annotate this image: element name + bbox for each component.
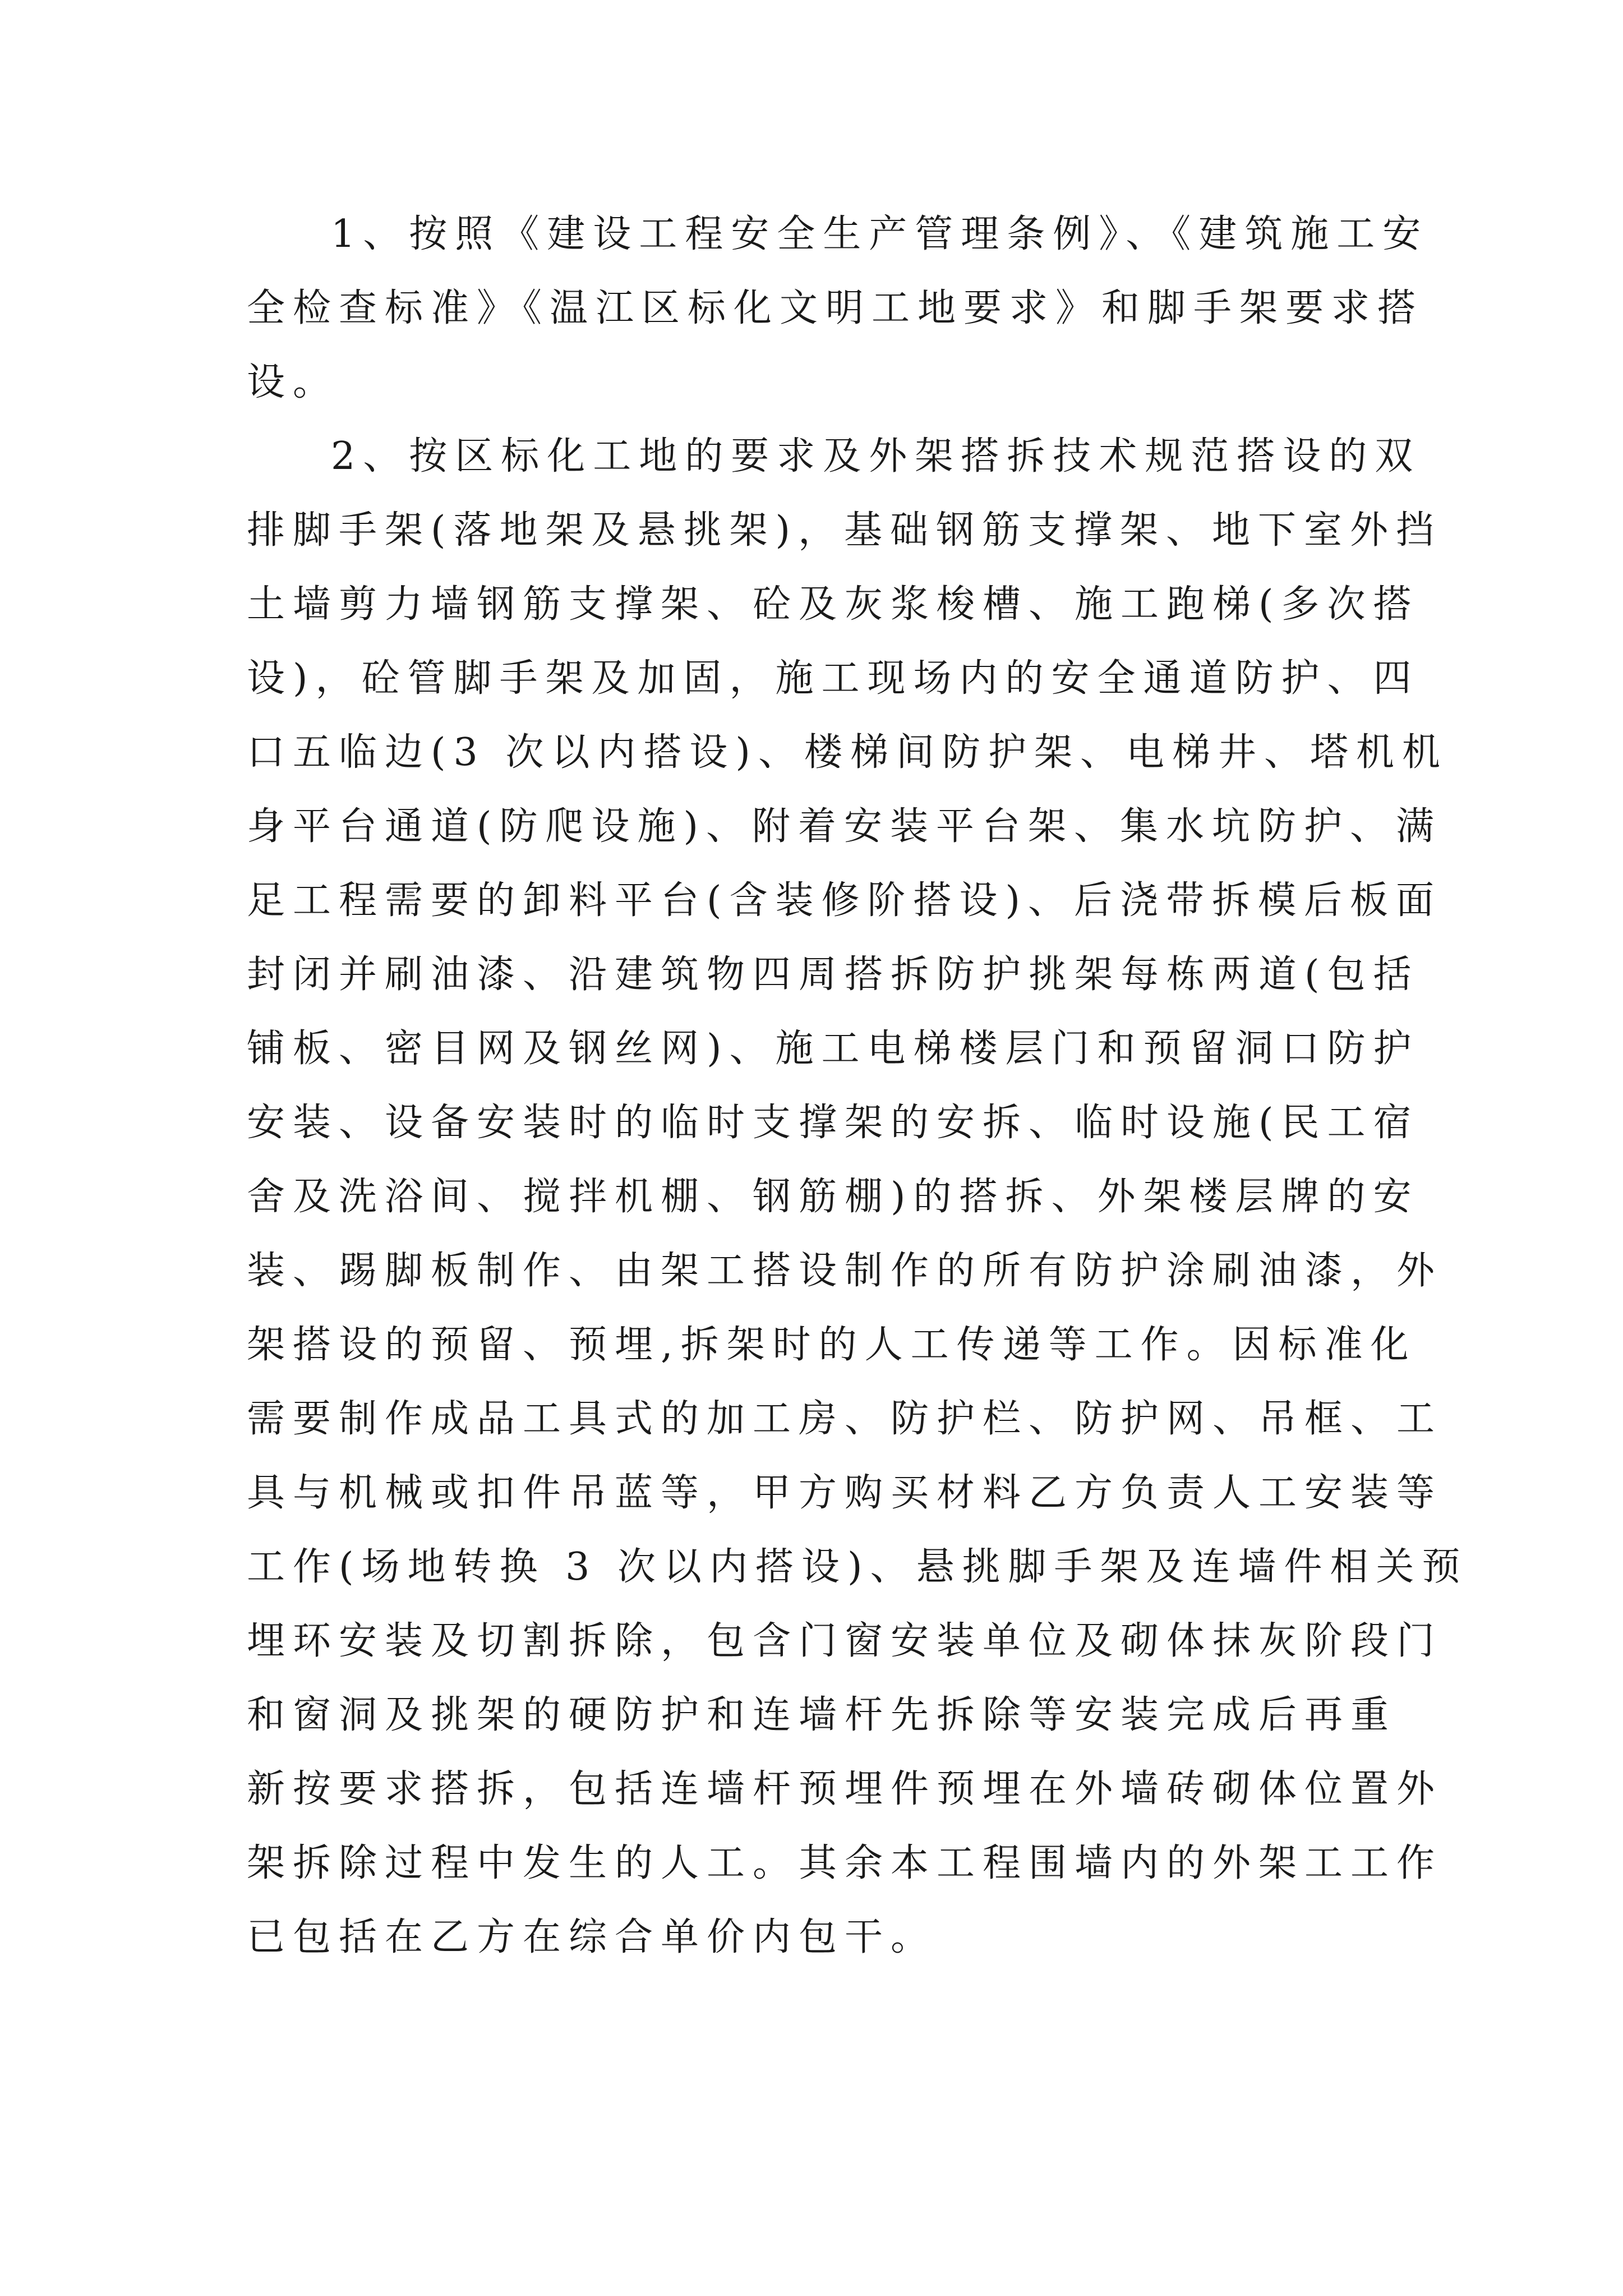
- paragraph-line: 新按要求搭拆，包括连墙杆预埋件预埋在外墙砖砌体位置外: [247, 1767, 1443, 1811]
- paragraph-line: 封闭并刷油漆、沿建筑物四周搭拆防护挑架每栋两道(包括: [247, 953, 1419, 997]
- paragraph-line: 架搭设的预留、预埋,拆架时的人工传递等工作。因标准化: [247, 1323, 1417, 1367]
- paragraph-line: 架拆除过程中发生的人工。其余本工程围墙内的外架工工作: [247, 1841, 1443, 1885]
- paragraph-line: 需要制作成品工具式的加工房、防护栏、防护网、吊框、工: [247, 1397, 1443, 1441]
- paragraph-line: 铺板、密目网及钢丝网)、施工电梯楼层门和预留洞口防护: [247, 1027, 1419, 1071]
- paragraph-line: 已包括在乙方在综合单价内包干。: [247, 1915, 937, 1959]
- paragraph-1: [247, 197, 1429, 420]
- paragraph-line: 舍及洗浴间、搅拌机棚、钢筋棚)的搭拆、外架楼层牌的安: [247, 1175, 1419, 1219]
- paragraph-line: 和窗洞及挑架的硬防护和连墙杆先拆除等安装完成后再重: [247, 1693, 1397, 1737]
- paragraph-line: 2、按区标化工地的要求及外架搭拆技术规范搭设的双: [331, 434, 1421, 478]
- paragraph-line: 具与机械或扣件吊蓝等，甲方购买材料乙方负责人工安装等: [247, 1471, 1443, 1515]
- paragraph-line: 1、按照《建设工程安全生产管理条例》、《建筑施工安: [331, 212, 1429, 256]
- paragraph-line: 口五临边(3 次以内搭设)、楼梯间防护架、电梯井、塔机机: [247, 730, 1448, 775]
- paragraph-line: 足工程需要的卸料平台(含装修阶搭设)、后浇带拆模后板面: [247, 878, 1442, 923]
- paragraph-2: [247, 420, 1468, 1975]
- paragraph-line: 装、踢脚板制作、由架工搭设制作的所有防护涂刷油漆，外: [247, 1249, 1443, 1293]
- paragraph-line: 身平台通道(防爬设施)、附着安装平台架、集水坑防护、满: [247, 804, 1442, 849]
- paragraph-line: 全检查标准》《温江区标化文明工地要求》和脚手架要求搭: [247, 286, 1424, 330]
- paragraph-line: 安装、设备安装时的临时支撑架的安拆、临时设施(民工宿: [247, 1101, 1419, 1145]
- paragraph-line: 埋环安装及切割拆除，包含门窗安装单位及砌体抹灰阶段门: [247, 1619, 1443, 1663]
- document-body: [247, 197, 1468, 1975]
- paragraph-line: 土墙剪力墙钢筋支撑架、砼及灰浆梭槽、施工跑梯(多次搭: [247, 582, 1419, 627]
- paragraph-line: 工作(场地转换 3 次以内搭设)、悬挑脚手架及连墙件相关预: [247, 1545, 1468, 1589]
- paragraph-line: 设)，砼管脚手架及加固，施工现场内的安全通道防护、四: [247, 656, 1419, 701]
- paragraph-line: 设。: [247, 360, 339, 404]
- paragraph-line: 排脚手架(落地架及悬挑架)，基础钢筋支撑架、地下室外挡: [247, 508, 1442, 553]
